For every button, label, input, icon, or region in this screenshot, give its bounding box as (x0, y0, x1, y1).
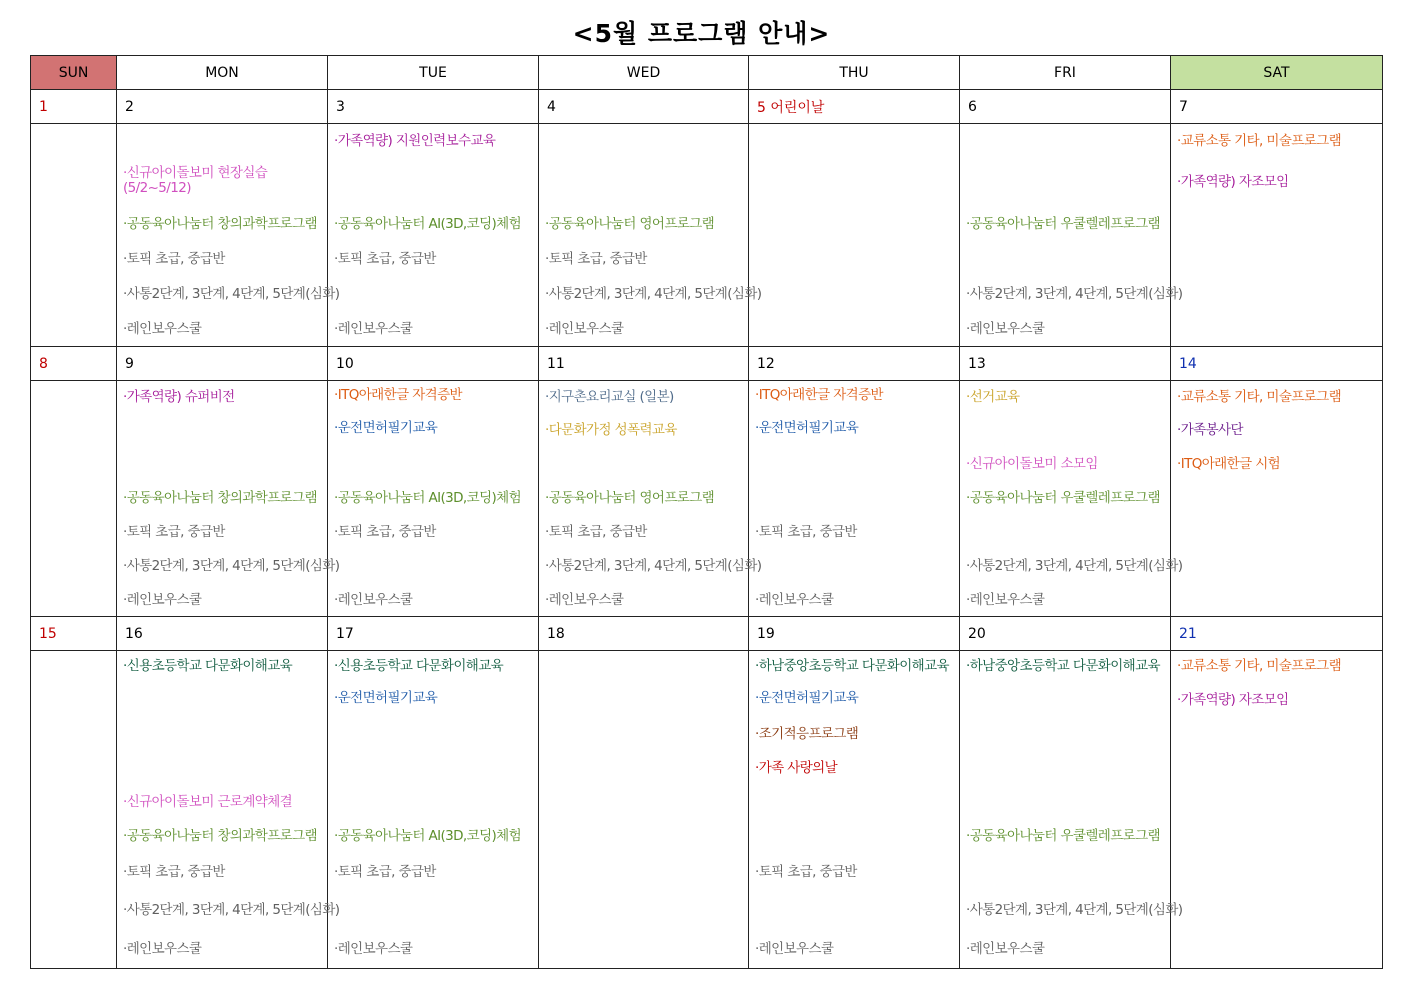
event-item: ·운전면허필기교육 (334, 420, 438, 436)
event-item: ·공동육아나눔터 창의과학프로그램 (123, 828, 317, 844)
event-item: ·운전면허필기교육 (755, 690, 859, 706)
event-item: ·레인보우스쿨 (966, 941, 1045, 957)
day-cell (960, 651, 1183, 969)
event-item: ·ITQ아래한글 시험 (1177, 456, 1281, 472)
event-item: ·토픽 초급, 중급반 (334, 251, 436, 267)
day-cell (539, 651, 749, 969)
day-cell (31, 651, 117, 969)
date-cell: 9 (117, 347, 328, 381)
date-cell: 17 (328, 617, 539, 651)
date-cell: 18 (539, 617, 749, 651)
event-item: ·토픽 초급, 중급반 (123, 524, 225, 540)
event-item: ·레인보우스쿨 (123, 321, 202, 337)
header-fri: FRI (960, 56, 1171, 90)
day-cell (749, 124, 960, 347)
event-item: ·토픽 초급, 중급반 (334, 864, 436, 880)
event-item: ·토픽 초급, 중급반 (755, 864, 857, 880)
event-item: ·신규아이돌보미 소모임 (966, 456, 1098, 472)
day-cell (117, 381, 340, 617)
day-cell (328, 124, 539, 347)
header-tue: TUE (328, 56, 539, 90)
event-item: ·ITQ아래한글 자격증반 (755, 387, 883, 403)
event-item: ·공동육아나눔터 AI(3D,코딩)체험 (334, 490, 522, 506)
event-item: ·하남중앙초등학교 다문화이해교육 (966, 658, 1160, 674)
event-item: ·레인보우스쿨 (123, 592, 202, 608)
day-cell (1171, 381, 1383, 617)
event-item: ·토픽 초급, 중급반 (334, 524, 436, 540)
event-item: ·레인보우스쿨 (334, 321, 413, 337)
day-cell (1171, 124, 1383, 347)
date-cell: 14 (1171, 347, 1383, 381)
event-item: ·레인보우스쿨 (755, 941, 834, 957)
event-item: ·하남중앙초등학교 다문화이해교육 (755, 658, 949, 674)
event-item: ·사통2단계, 3단계, 4단계, 5단계(심화) (123, 286, 340, 302)
event-row-week-3 (31, 651, 1383, 969)
event-item: ·토픽 초급, 중급반 (545, 251, 647, 267)
event-item: ·지구촌요리교실 (일본) (545, 389, 674, 405)
event-item: ·교류소통 기타, 미술프로그램 (1177, 389, 1342, 405)
event-item: ·공동육아나눔터 창의과학프로그램 (123, 490, 317, 506)
date-cell: 10 (328, 347, 539, 381)
event-item: ·신용초등학교 다문화이해교육 (334, 658, 504, 674)
event-item: ·조기적응프로그램 (755, 726, 859, 742)
date-cell: 7 (1171, 90, 1383, 124)
day-cell (749, 381, 960, 617)
event-item: ·가족 사랑의날 (755, 760, 838, 776)
event-item: ·사통2단계, 3단계, 4단계, 5단계(심화) (545, 558, 762, 574)
event-item: ·사통2단계, 3단계, 4단계, 5단계(심화) (123, 558, 340, 574)
day-cell (328, 381, 539, 617)
event-item: ·레인보우스쿨 (545, 321, 624, 337)
event-item: ·신용초등학교 다문화이해교육 (123, 658, 293, 674)
header-mon: MON (117, 56, 328, 90)
day-cell (539, 124, 762, 347)
day-cell (328, 651, 539, 969)
event-item: ·가족역량) 자조모임 (1177, 692, 1289, 708)
event-row-week-1 (31, 124, 1383, 347)
date-row-week-3 (31, 617, 1383, 651)
day-cell (31, 381, 117, 617)
page-title: <5월 프로그램 안내> (572, 19, 831, 48)
header-thu: THU (749, 56, 960, 90)
event-row-week-2 (31, 381, 1383, 617)
date-row-week-2 (31, 347, 1383, 381)
date-cell: 4 (539, 90, 749, 124)
event-item: ·레인보우스쿨 (334, 941, 413, 957)
event-item: ·사통2단계, 3단계, 4단계, 5단계(심화) (966, 558, 1183, 574)
event-item: ·선거교육 (966, 389, 1020, 405)
date-row-week-1 (31, 90, 1383, 124)
event-item: ·레인보우스쿨 (966, 592, 1045, 608)
event-item: ·토픽 초급, 중급반 (123, 251, 225, 267)
event-item: ·가족봉사단 (1177, 422, 1243, 438)
event-item: ·토픽 초급, 중급반 (755, 524, 857, 540)
date-cell: 19 (749, 617, 960, 651)
day-cell (960, 381, 1183, 617)
event-item: ·신규아이돌보미 근로계약체결 (123, 794, 293, 810)
day-cell (539, 381, 762, 617)
event-item: ·교류소통 기타, 미술프로그램 (1177, 658, 1342, 674)
date-cell: 20 (960, 617, 1171, 651)
date-cell: 1 (31, 90, 117, 124)
date-cell: 11 (539, 347, 749, 381)
date-cell-holiday: 5 어린이날 (749, 90, 960, 124)
event-item: ·공동육아나눔터 영어프로그램 (545, 216, 715, 232)
event-item: ·공동육아나눔터 우쿨렐레프로그램 (966, 490, 1160, 506)
event-item: ·가족역량) 슈퍼비전 (123, 389, 235, 405)
event-item: ·신규아이돌보미 현장실습 (5/2~5/12) (123, 165, 268, 196)
header-sat: SAT (1171, 56, 1383, 90)
event-item: ·사통2단계, 3단계, 4단계, 5단계(심화) (123, 902, 340, 918)
event-item: ·레인보우스쿨 (755, 592, 834, 608)
event-item: ·레인보우스쿨 (966, 321, 1045, 337)
calendar-table (30, 55, 1383, 969)
event-item: ·토픽 초급, 중급반 (545, 524, 647, 540)
event-item: ·다문화가정 성폭력교육 (545, 422, 677, 438)
event-item: ·토픽 초급, 중급반 (123, 864, 225, 880)
event-item: ·레인보우스쿨 (123, 941, 202, 957)
event-item: ·가족역량) 지원인력보수교육 (334, 133, 496, 149)
day-cell (960, 124, 1183, 347)
event-item: ·사통2단계, 3단계, 4단계, 5단계(심화) (966, 286, 1183, 302)
event-item: ·레인보우스쿨 (545, 592, 624, 608)
event-item: ·사통2단계, 3단계, 4단계, 5단계(심화) (966, 902, 1183, 918)
header-sun: SUN (31, 56, 117, 90)
day-cell (1171, 651, 1383, 969)
event-item: ·공동육아나눔터 AI(3D,코딩)체험 (334, 828, 522, 844)
event-item: ·레인보우스쿨 (334, 592, 413, 608)
event-item: ·사통2단계, 3단계, 4단계, 5단계(심화) (545, 286, 762, 302)
day-cell (117, 124, 340, 347)
weekday-header-row (31, 56, 1383, 90)
date-cell: 2 (117, 90, 328, 124)
event-item: ·가족역량) 자조모임 (1177, 174, 1289, 190)
header-wed: WED (539, 56, 749, 90)
event-item: ·운전면허필기교육 (334, 690, 438, 706)
event-item: ·공동육아나눔터 창의과학프로그램 (123, 216, 317, 232)
event-item: ·공동육아나눔터 우쿨렐레프로그램 (966, 828, 1160, 844)
date-cell: 8 (31, 347, 117, 381)
event-item: ·공동육아나눔터 우쿨렐레프로그램 (966, 216, 1160, 232)
date-cell: 6 (960, 90, 1171, 124)
event-item: ·운전면허필기교육 (755, 420, 859, 436)
date-cell: 21 (1171, 617, 1383, 651)
day-cell (117, 651, 340, 969)
date-cell: 15 (31, 617, 117, 651)
event-item: ·공동육아나눔터 영어프로그램 (545, 490, 715, 506)
day-cell (749, 651, 960, 969)
event-item: ·공동육아나눔터 AI(3D,코딩)체험 (334, 216, 522, 232)
date-cell: 16 (117, 617, 328, 651)
date-cell: 3 (328, 90, 539, 124)
day-cell (31, 124, 117, 347)
event-item: ·교류소통 기타, 미술프로그램 (1177, 133, 1342, 149)
date-cell: 13 (960, 347, 1171, 381)
date-cell: 12 (749, 347, 960, 381)
event-item: ·ITQ아래한글 자격증반 (334, 387, 462, 403)
